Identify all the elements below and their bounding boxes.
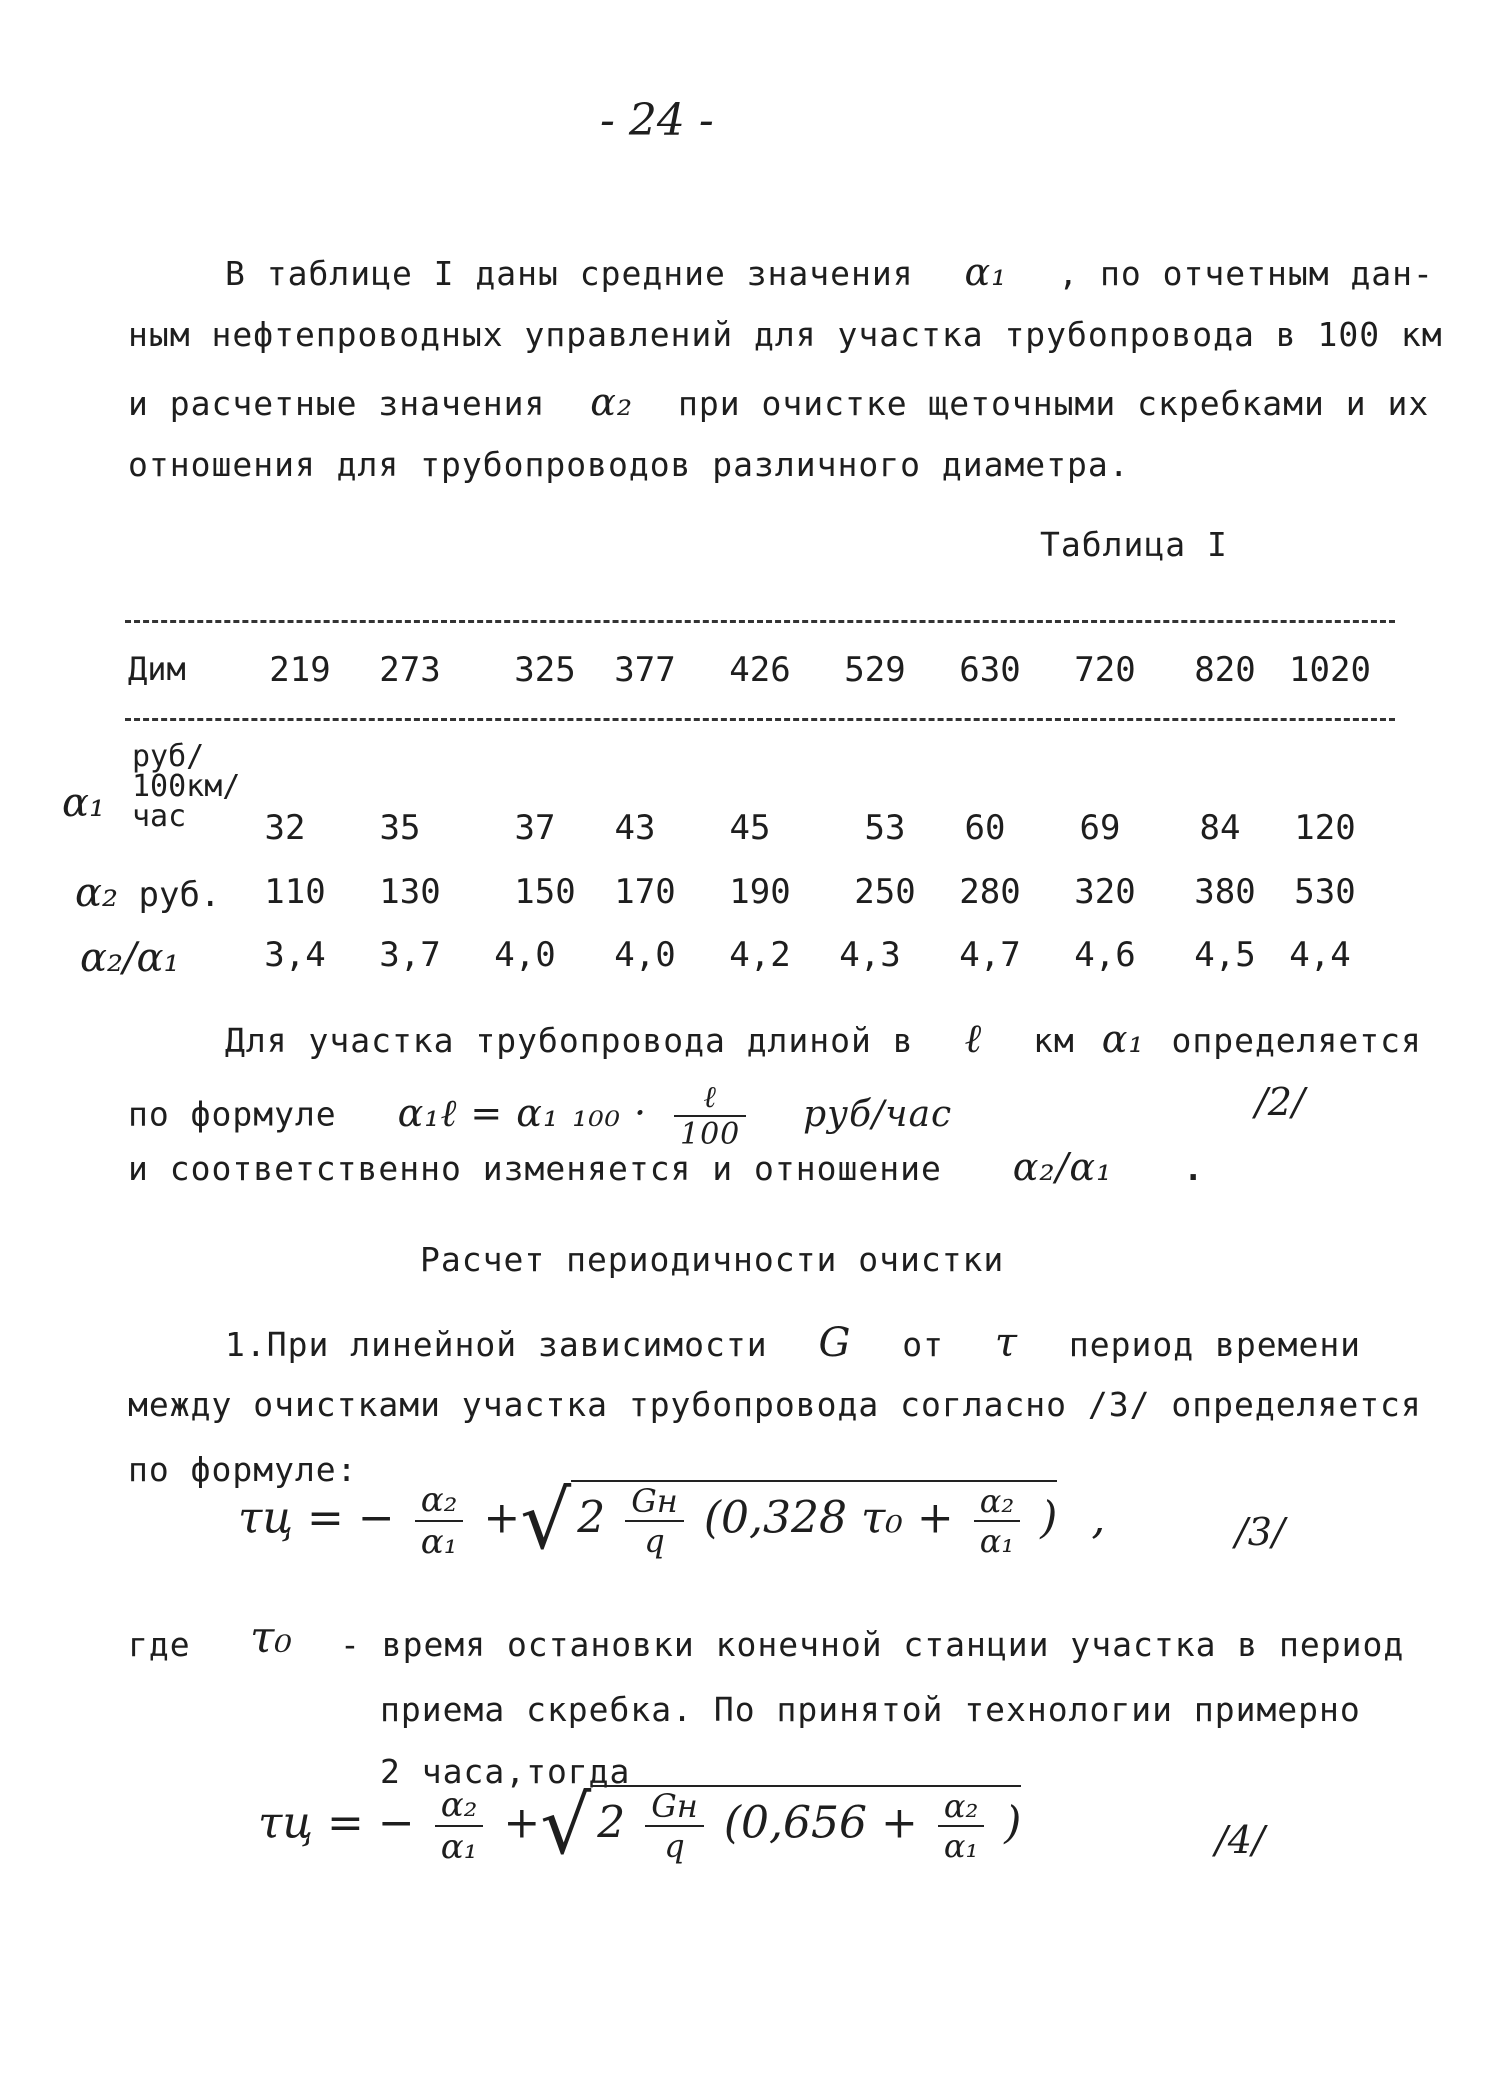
formula-3-lhs: τц = −: [238, 1492, 395, 1544]
formula-4-paren-a: (0,656 +: [723, 1797, 918, 1849]
tau0-symbol: τ₀: [250, 1612, 292, 1663]
formula-3: [238, 1474, 1106, 1567]
formula-4-sqrt: [591, 1785, 1021, 1865]
header-cell: 377: [614, 650, 676, 690]
formula-3-plus: +: [483, 1492, 521, 1544]
row3-symbol: α₂/α₁: [80, 935, 180, 981]
para2-text-3: и соответственно изменяется и отношение: [128, 1149, 942, 1188]
formula-3-comma: ,: [1091, 1492, 1106, 1544]
table-caption: Таблица I: [1040, 525, 1228, 564]
para3-line-3: по формуле:: [128, 1450, 358, 1489]
table-cell: 4,4: [1289, 935, 1351, 975]
table-cell: 35: [379, 808, 421, 848]
para2-line-1: [225, 1015, 1422, 1062]
header-cell: 1020: [1289, 650, 1371, 690]
para2-line-3: [128, 1145, 1204, 1189]
header-cell: 529: [844, 650, 906, 690]
formula-4-paren-b: ): [1004, 1797, 1022, 1849]
row1-unit: [132, 739, 241, 834]
table-cell: 60: [964, 808, 1006, 848]
table-cell: 84: [1199, 808, 1241, 848]
header-cell: 820: [1194, 650, 1256, 690]
header-cell: 426: [729, 650, 791, 690]
row1-unit-line: 100км/: [132, 769, 241, 804]
equation-number-3: /3/: [1235, 1510, 1285, 1554]
table-cell: 280: [959, 872, 1021, 912]
fraction-numerator: α₂: [415, 1480, 464, 1522]
fraction-denominator: q: [664, 1827, 685, 1865]
formula-2: α₁ℓ = α₁ ₁₀₀ ·: [397, 1090, 648, 1135]
table-cell: 4,0: [614, 935, 676, 975]
formula-3-sqrt: [571, 1480, 1057, 1560]
formula-3-frac-1: [415, 1480, 464, 1562]
intro-line-2: ным нефтепроводных управлений для участка трубопровода в 100 км: [128, 315, 1443, 354]
para3-text-1c: период времени: [1068, 1325, 1362, 1364]
formula-4-plus: +: [503, 1797, 541, 1849]
table-cell: 130: [379, 872, 441, 912]
header-cell: 720: [1074, 650, 1136, 690]
row1-unit-line: час: [132, 799, 187, 834]
fraction-numerator: Gн: [625, 1482, 684, 1522]
table-cell: 53: [864, 808, 906, 848]
formula-4-two: 2: [597, 1797, 626, 1849]
intro-text-3a: и расчетные значения: [128, 384, 546, 423]
para2-text-1c: определяется: [1171, 1021, 1422, 1060]
table-cell: 4,2: [729, 935, 791, 975]
fraction-numerator: Gн: [645, 1787, 704, 1827]
header-cell: 630: [959, 650, 1021, 690]
ratio-symbol: α₂/α₁: [1012, 1145, 1113, 1189]
formula-4-frac-1: [435, 1785, 484, 1867]
formula-2-unit: руб/час: [803, 1093, 953, 1135]
equation-number-4: /4/: [1215, 1818, 1265, 1862]
para2-dot: .: [1183, 1149, 1205, 1188]
alpha2-symbol: α₂: [590, 380, 634, 424]
fraction-numerator: α₂: [938, 1787, 984, 1827]
fraction-denominator: α₁: [979, 1522, 1015, 1560]
intro-text-1b: , по отчетным дан-: [1058, 254, 1434, 293]
where-line-3: 2 часа,тогда: [380, 1752, 631, 1791]
table-cell: 3,4: [264, 935, 326, 975]
table-cell: 250: [854, 872, 916, 912]
para3-line-1: [225, 1320, 1361, 1366]
page-number: - 24 -: [600, 95, 714, 146]
table-cell: 530: [1294, 872, 1356, 912]
table-rule-mid: [125, 718, 1395, 721]
para2-text-2a: по формуле: [128, 1094, 337, 1134]
table-cell: 4,6: [1074, 935, 1136, 975]
para2-line-2: [128, 1080, 952, 1152]
formula-4: [258, 1779, 1022, 1872]
where-line-2: приема скребка. По принятой технологии примерно: [380, 1690, 1361, 1729]
fraction-numerator: α₂: [435, 1785, 484, 1827]
sigma-symbol: G: [818, 1320, 852, 1366]
intro-text-1a: В таблице I даны средние значения: [225, 254, 914, 293]
para3-text-1b: от: [902, 1325, 945, 1364]
header-cell: 325: [514, 650, 576, 690]
fraction-denominator: α₁: [943, 1827, 979, 1865]
formula-4-frac-3: [938, 1787, 984, 1865]
para3-text-1a: 1.При линейной зависимости: [225, 1325, 768, 1364]
table-cell: 380: [1194, 872, 1256, 912]
table-cell: 170: [614, 872, 676, 912]
row2-label: [75, 870, 220, 916]
alpha1-symbol: α₁: [964, 250, 1008, 294]
table-cell: 190: [729, 872, 791, 912]
table-cell: 110: [264, 872, 326, 912]
row2-unit: руб.: [138, 875, 221, 915]
formula-3-two: 2: [577, 1492, 606, 1544]
header-cell: 219: [269, 650, 331, 690]
fraction-numerator: α₂: [974, 1482, 1020, 1522]
formula-3-paren-b: ): [1040, 1492, 1058, 1544]
table-cell: 4,0: [494, 935, 556, 975]
table-cell: 43: [614, 808, 656, 848]
formula-3-frac-2: [625, 1482, 684, 1560]
formula-3-paren-a: (0,328 τ₀ +: [703, 1492, 954, 1544]
formula-3-frac-3: [974, 1482, 1020, 1560]
sqrt-icon: √: [520, 1474, 572, 1567]
table-cell: 69: [1079, 808, 1121, 848]
table-cell: 4,7: [959, 935, 1021, 975]
where-line-1: - время остановки конечной станции участка в период: [340, 1625, 1405, 1664]
where-label: где: [128, 1625, 191, 1664]
row1-symbol: α₁: [62, 780, 106, 826]
section-title: Расчет периодичности очистки: [420, 1240, 1005, 1279]
row1-unit-line: руб/: [132, 739, 205, 774]
equation-number-2: /2/: [1255, 1080, 1305, 1124]
intro-line-1: [225, 250, 1434, 294]
header-cell: 273: [379, 650, 441, 690]
table-rule-top: [125, 620, 1395, 623]
table-cell: 320: [1074, 872, 1136, 912]
l-symbol: ℓ: [964, 1016, 983, 1062]
para2-text-1a: Для участка трубопровода длиной в: [225, 1021, 914, 1060]
table-cell: 4,3: [839, 935, 901, 975]
fraction-denominator: q: [644, 1522, 665, 1560]
formula-2-fraction: [674, 1080, 746, 1152]
table-cell: 150: [514, 872, 576, 912]
para3-line-2: между очистками участка трубопровода согласно /3/ определяется: [128, 1385, 1422, 1424]
table-cell: 4,5: [1194, 935, 1256, 975]
para2-text-1b: км: [1033, 1021, 1075, 1060]
fraction-denominator: α₁: [440, 1827, 478, 1867]
sqrt-icon: √: [540, 1779, 592, 1872]
fraction-denominator: 100: [680, 1117, 741, 1152]
intro-text-3b: при очистке щеточными скребками и их: [678, 384, 1430, 423]
intro-line-3: [128, 380, 1429, 424]
fraction-numerator: ℓ: [674, 1080, 746, 1117]
alpha1-symbol: α₁: [1101, 1017, 1145, 1061]
formula-4-lhs: τц = −: [258, 1797, 415, 1849]
fraction-denominator: α₁: [420, 1522, 458, 1562]
table-header-label: Дим: [128, 650, 186, 688]
row2-symbol: α₂: [75, 870, 119, 916]
intro-line-4: отношения для трубопроводов различного диаметра.: [128, 445, 1130, 484]
table-cell: 32: [264, 808, 306, 848]
table-cell: 45: [729, 808, 771, 848]
table-cell: 120: [1294, 808, 1356, 848]
table-cell: 37: [514, 808, 556, 848]
tau-symbol: τ: [994, 1320, 1019, 1366]
table-cell: 3,7: [379, 935, 441, 975]
formula-4-frac-2: [645, 1787, 704, 1865]
